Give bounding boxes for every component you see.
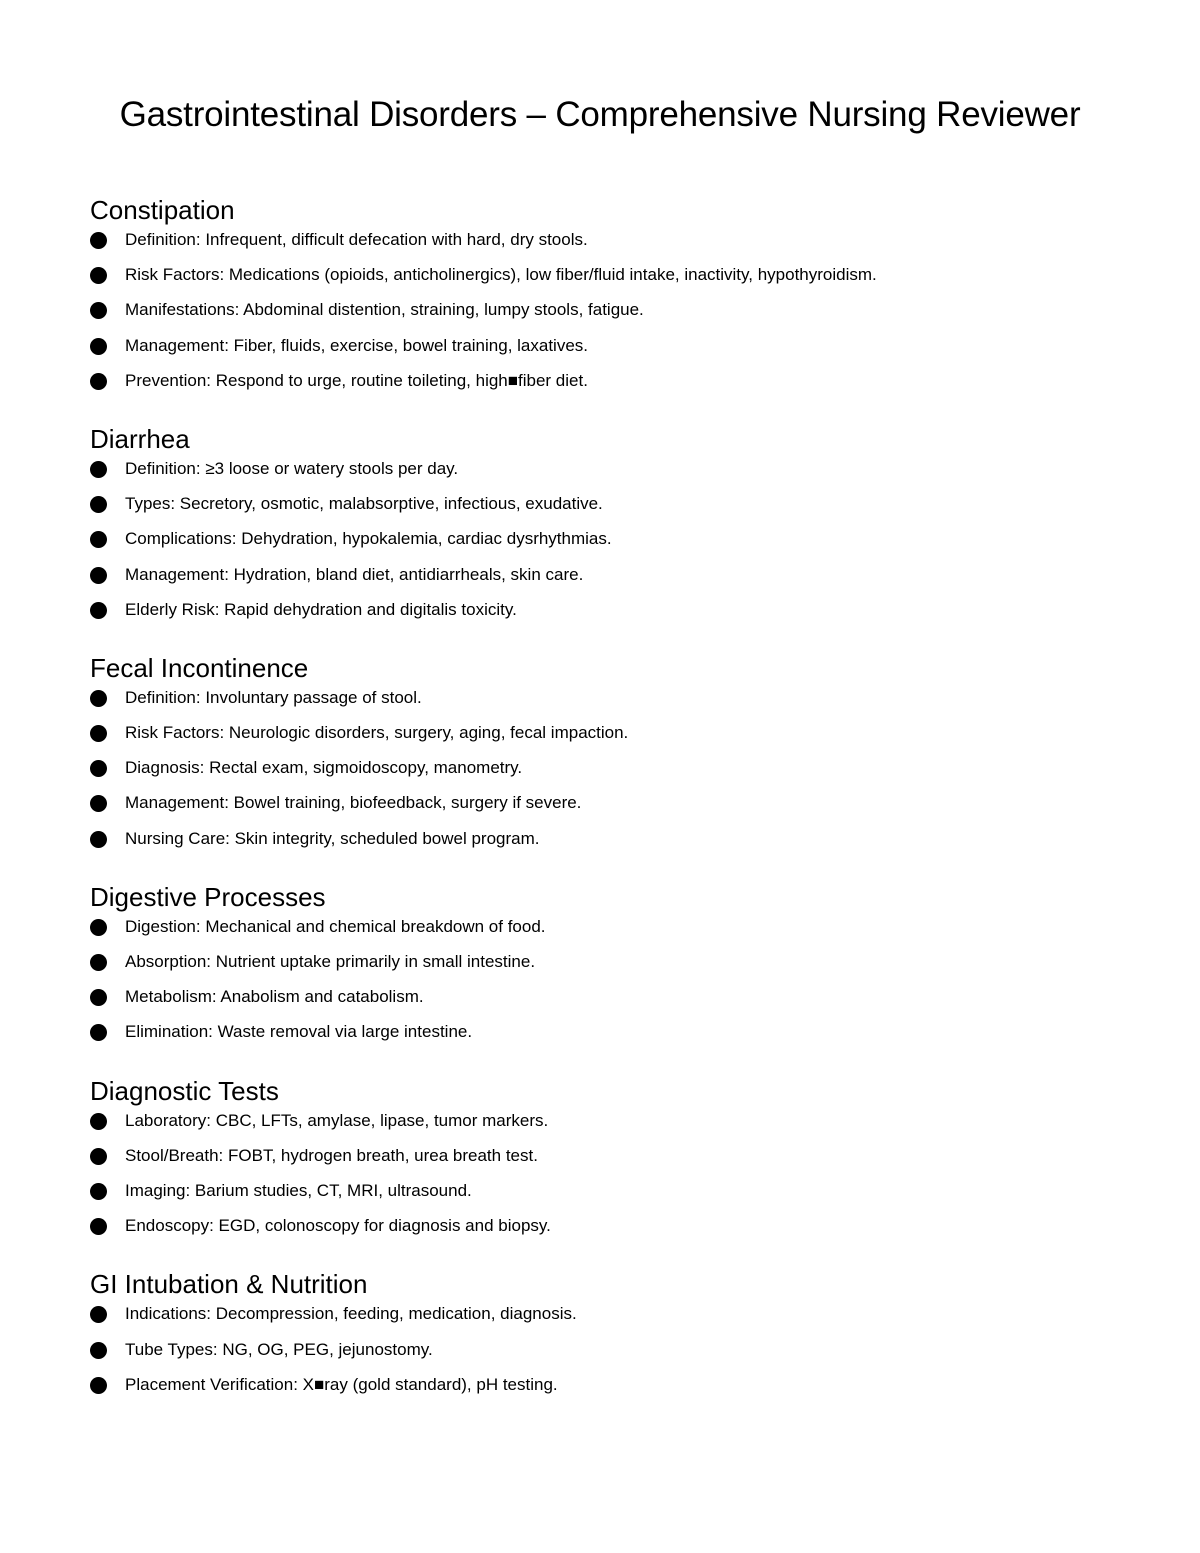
section-gi-intubation-nutrition [90,1268,1150,1409]
list-item-text: Complications: Dehydration, hypokalemia, cardiac dysrhythmias. [125,529,612,549]
list-item-text: Risk Factors: Neurologic disorders, surgery, aging, fecal impaction. [125,723,629,743]
list-item-text: Prevention: Respond to urge, routine toileting, high■fiber diet. [125,370,588,390]
bullet-icon [90,1218,107,1235]
list-item-text: Manifestations: Abdominal distention, straining, lumpy stools, fatigue. [125,300,644,320]
list-item-text: Management: Bowel training, biofeedback, surgery if severe. [125,793,582,813]
list-item-text: Definition: ≥3 loose or watery stools per day. [125,458,459,478]
bullet-icon [90,1148,107,1165]
list-item [90,299,1150,334]
bullet-icon [90,795,107,812]
list-item-text: Elimination: Waste removal via large intestine. [125,1022,473,1042]
list-item [90,229,1150,264]
document-content [90,194,1150,1409]
list-item-text: Management: Fiber, fluids, exercise, bowel training, laxatives. [125,335,589,355]
bullet-icon [90,461,107,478]
bullet-list [90,687,1150,863]
bullet-list [90,1303,1150,1409]
list-item-text: Metabolism: Anabolism and catabolism. [125,987,424,1007]
bullet-icon [90,954,107,971]
bullet-icon [90,1377,107,1394]
bullet-list [90,916,1150,1057]
section-fecal-incontinence [90,652,1150,863]
bullet-list [90,229,1150,405]
list-item-text: Endoscopy: EGD, colonoscopy for diagnosis and biopsy. [125,1216,551,1236]
list-item [90,986,1150,1021]
bullet-list [90,1110,1150,1251]
list-item-text: Imaging: Barium studies, CT, MRI, ultrasound. [125,1180,472,1200]
list-item-text: Risk Factors: Medications (opioids, anticholinergics), low fiber/fluid intake, inactivity, hypothyroidism. [125,265,877,285]
bullet-icon [90,760,107,777]
list-item [90,722,1150,757]
bullet-icon [90,690,107,707]
section-constipation [90,194,1150,405]
list-item-text: Definition: Infrequent, difficult defecation with hard, dry stools. [125,230,588,249]
bullet-icon [90,919,107,936]
list-item [90,564,1150,599]
bullet-icon [90,989,107,1006]
bullet-icon [90,496,107,513]
list-item-text: Placement Verification: X■ray (gold standard), pH testing. [125,1374,558,1394]
list-item [90,528,1150,563]
section-heading: Digestive Processes [90,881,326,912]
list-item [90,264,1150,299]
bullet-icon [90,531,107,548]
section-heading: GI Intubation & Nutrition [90,1269,368,1300]
list-item-text: Types: Secretory, osmotic, malabsorptive, infectious, exudative. [125,494,603,514]
section-heading: Diagnostic Tests [90,1075,279,1106]
list-item-text: Digestion: Mechanical and chemical breakdown of food. [125,916,546,936]
section-diagnostic-tests [90,1075,1150,1251]
bullet-icon [90,567,107,584]
section-heading: Diarrhea [90,423,190,454]
list-item-text: Elderly Risk: Rapid dehydration and digitalis toxicity. [125,599,517,619]
list-item-text: Tube Types: NG, OG, PEG, jejunostomy. [125,1339,433,1359]
bullet-icon [90,1306,107,1323]
bullet-icon [90,302,107,319]
bullet-icon [90,232,107,249]
list-item-text: Laboratory: CBC, LFTs, amylase, lipase, tumor markers. [125,1110,549,1130]
bullet-icon [90,1342,107,1359]
list-item [90,1145,1150,1180]
list-item [90,370,1150,405]
section-diarrhea [90,423,1150,634]
bullet-icon [90,831,107,848]
list-item [90,493,1150,528]
section-digestive-processes [90,881,1150,1057]
bullet-icon [90,1113,107,1130]
list-item [90,828,1150,863]
list-item-text: Definition: Involuntary passage of stool. [125,687,422,707]
bullet-list [90,458,1150,634]
bullet-icon [90,373,107,390]
list-item [90,599,1150,634]
list-item-text: Diagnosis: Rectal exam, sigmoidoscopy, manometry. [125,758,523,778]
list-item [90,1303,1150,1338]
list-item [90,951,1150,986]
list-item [90,757,1150,792]
section-heading: Fecal Incontinence [90,652,309,683]
list-item-text: Nursing Care: Skin integrity, scheduled bowel program. [125,828,540,848]
list-item [90,1215,1150,1250]
bullet-icon [90,1024,107,1041]
section-heading: Constipation [90,195,235,225]
list-item [90,1110,1150,1145]
list-item-text: Stool/Breath: FOBT, hydrogen breath, urea breath test. [125,1145,538,1165]
list-item [90,1339,1150,1374]
list-item [90,1180,1150,1215]
list-item [90,335,1150,370]
bullet-icon [90,338,107,355]
list-item [90,458,1150,493]
list-item [90,1021,1150,1056]
list-item-text: Absorption: Nutrient uptake primarily in small intestine. [125,952,536,971]
list-item [90,687,1150,722]
list-item-text: Indications: Decompression, feeding, medication, diagnosis. [125,1304,577,1324]
bullet-icon [90,1183,107,1200]
bullet-icon [90,602,107,619]
document-title: Gastrointestinal Disorders – Comprehensive Nursing Reviewer [119,95,1081,134]
list-item [90,1374,1150,1409]
list-item [90,916,1150,951]
bullet-icon [90,267,107,284]
list-item-text: Management: Hydration, bland diet, antidiarrheals, skin care. [125,564,584,584]
bullet-icon [90,725,107,742]
list-item [90,792,1150,827]
